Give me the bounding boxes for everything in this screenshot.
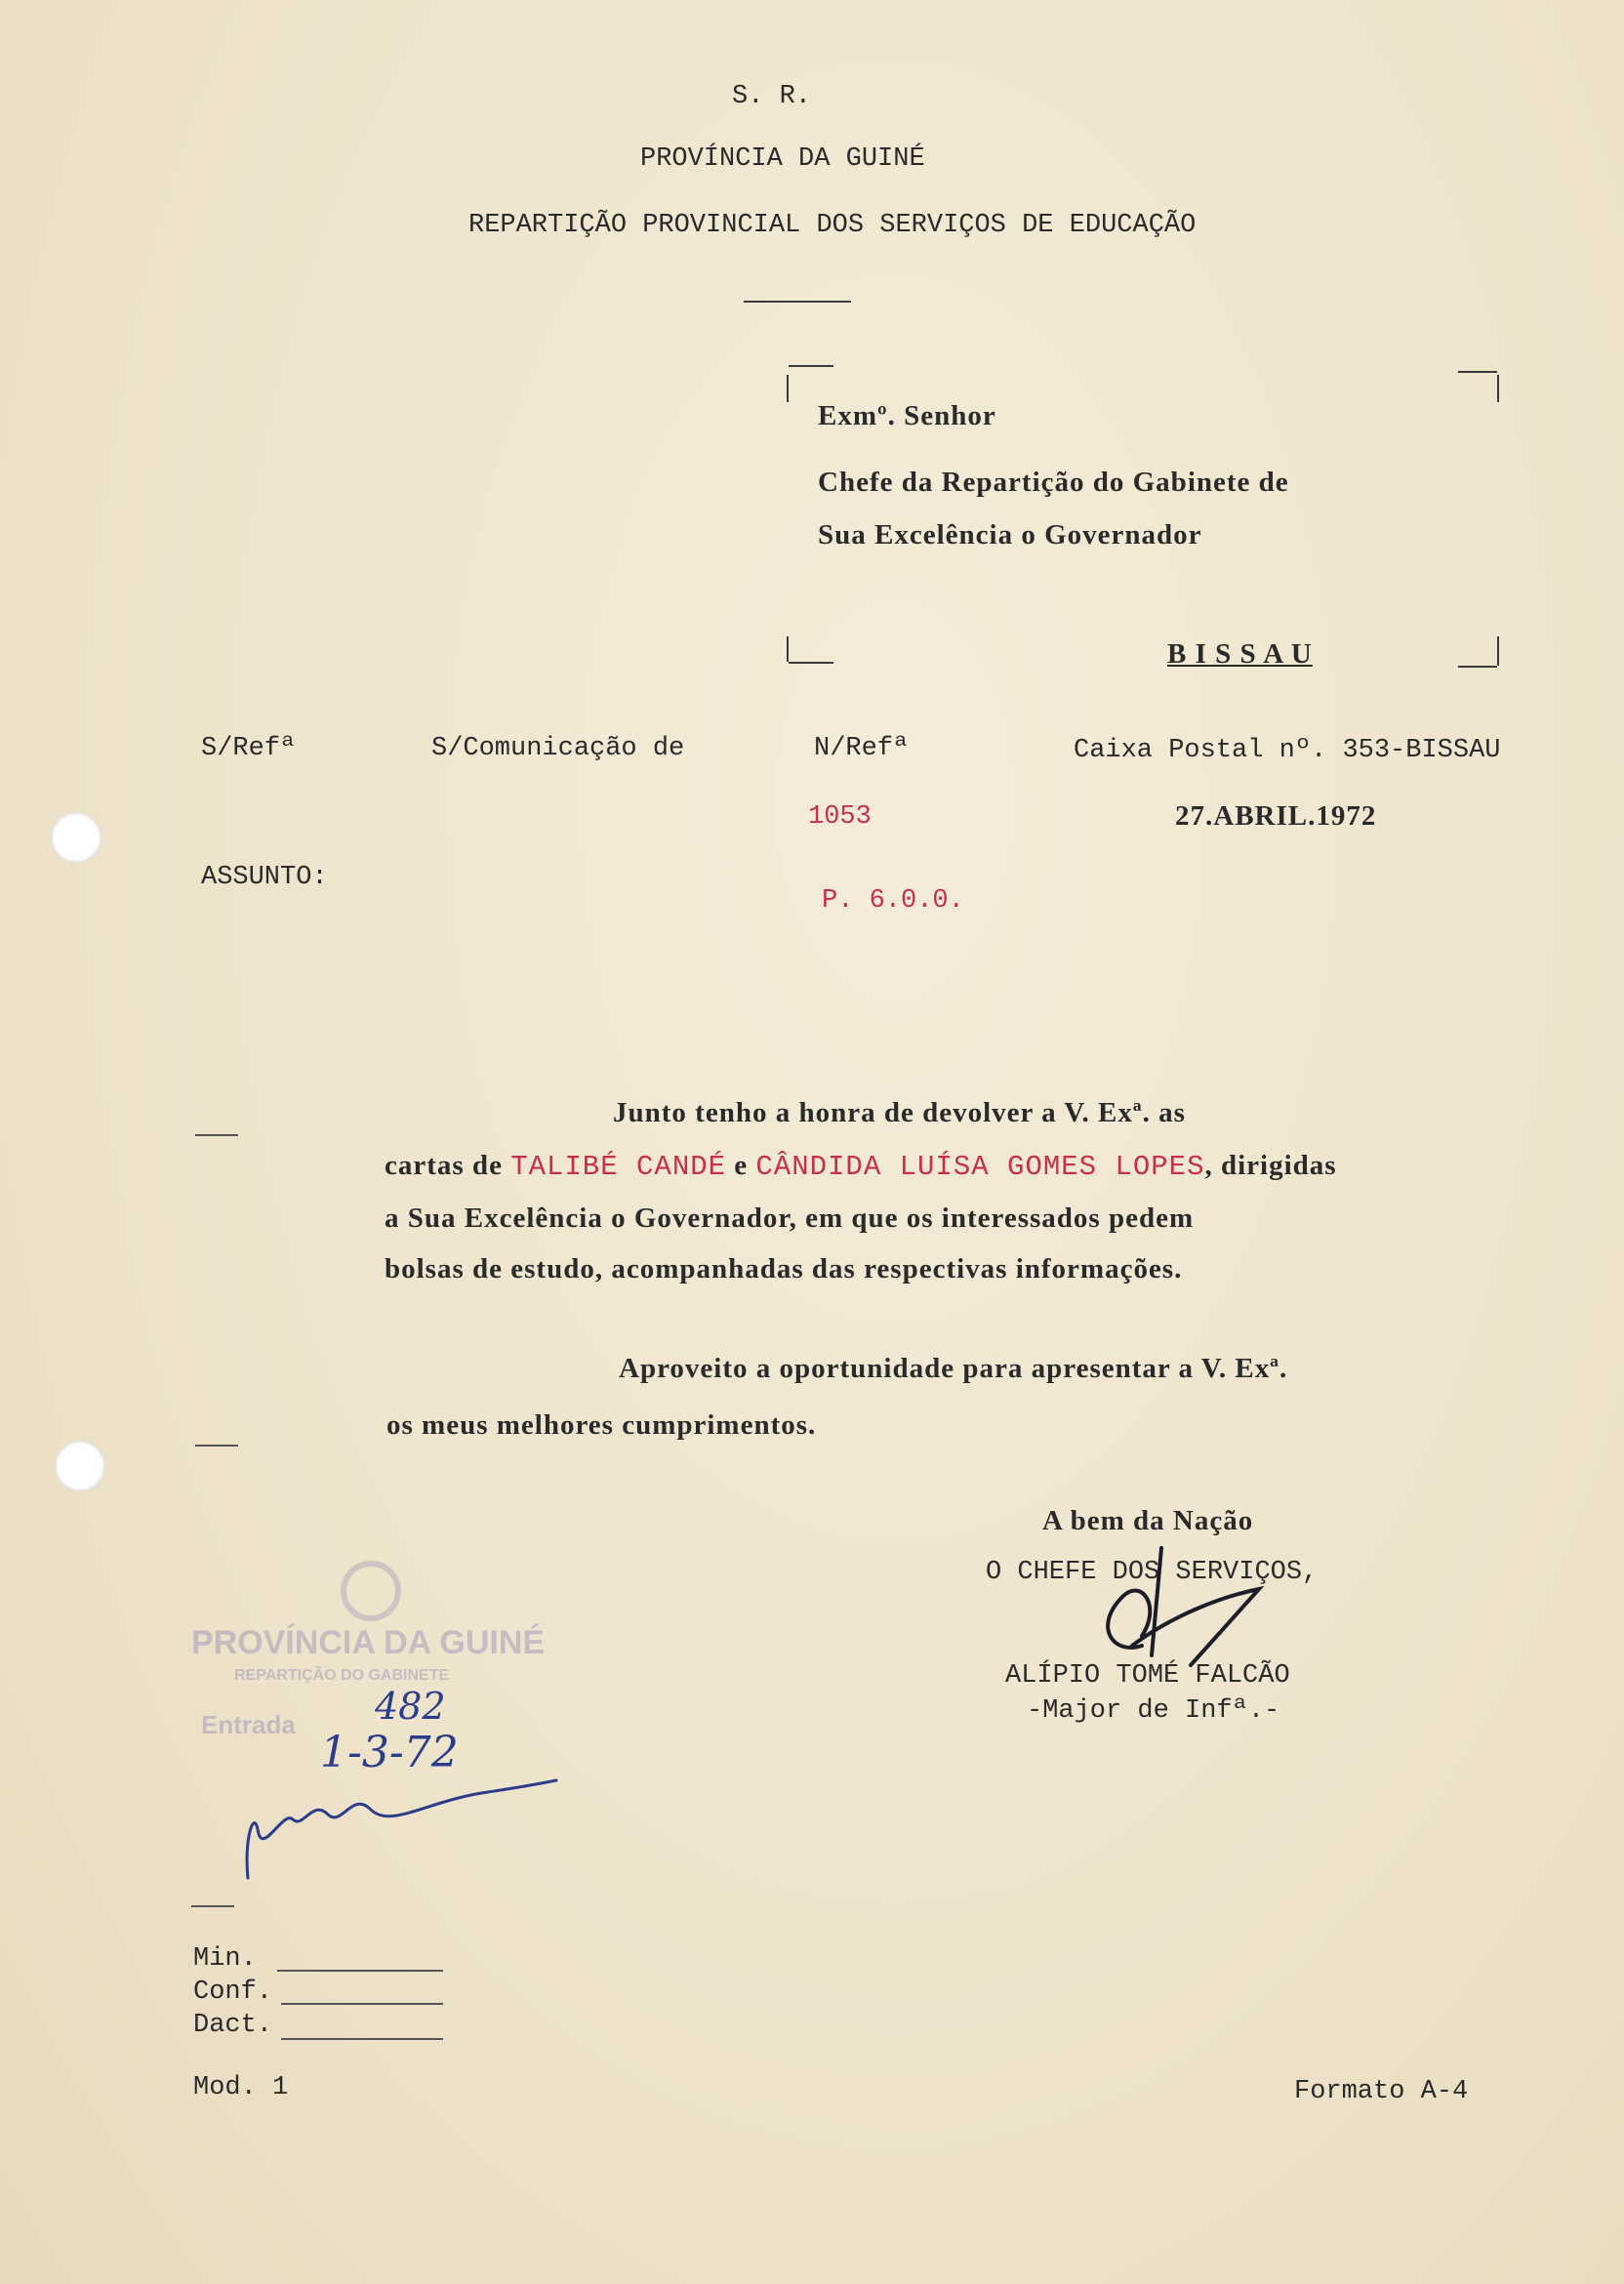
closing-line1: A bem da Nação	[1042, 1505, 1254, 1536]
header-sr: S. R.	[732, 82, 812, 111]
corner-mark-tl-h	[789, 365, 833, 367]
body-p1-line3: a Sua Excelência o Governador, em que os interessados pedem	[385, 1203, 1195, 1234]
postal-box: Caixa Postal nº. 353-BISSAU	[1074, 736, 1501, 765]
subject-label: ASSUNTO:	[201, 863, 328, 892]
stamp-line2: REPARTIÇÃO DO GABINETE	[234, 1667, 450, 1684]
subject-code: P. 6.0.0.	[822, 886, 964, 916]
stamp-line1: PROVÍNCIA DA GUINÉ	[191, 1624, 546, 1661]
addressee-line2: Sua Excelência o Governador	[818, 519, 1202, 551]
student-name-1: TALIBÉ CANDÉ	[510, 1151, 727, 1183]
body-p1-line4: bolsas de estudo, acompanhadas das respectivas informações.	[385, 1253, 1183, 1285]
addressee-salutation: Exmº. Senhor	[818, 400, 996, 431]
corner-mark-tr-h	[1458, 371, 1497, 373]
corner-mark-tr-v	[1497, 375, 1499, 402]
n-ref-label: N/Refª	[814, 734, 910, 763]
chief-signature	[1074, 1538, 1288, 1714]
footer-dact-line	[281, 2038, 443, 2040]
handwritten-number: 482	[375, 1685, 446, 1728]
margin-mark-3	[191, 1905, 234, 1907]
closing-line2: O CHEFE DOS SERVIÇOS,	[986, 1558, 1319, 1587]
letter-date: 27.ABRIL.1972	[1175, 800, 1377, 832]
body-p2-line1: Aproveito a oportunidade para apresentar a V. Exª.	[619, 1353, 1288, 1384]
corner-mark-bl-h	[789, 662, 833, 664]
body-p1-line2	[385, 1150, 1337, 1183]
addressee-city: B I S S A U	[1167, 638, 1313, 670]
stamp-emblem	[322, 1552, 420, 1630]
header-province: PROVÍNCIA DA GUINÉ	[640, 144, 925, 174]
corner-mark-bl-v	[787, 636, 789, 662]
body-p1-line2-c: , dirigidas	[1204, 1150, 1337, 1181]
footer-format: Formato A-4	[1294, 2077, 1469, 2106]
footer-min: Min.	[193, 1944, 257, 1974]
header-divider	[744, 301, 851, 303]
footer-conf: Conf.	[193, 1978, 273, 2007]
signatory-rank: -Major de Infª.-	[1027, 1696, 1280, 1726]
body-p1-line2-a: cartas de	[385, 1150, 511, 1181]
body-p1-line1: Junto tenho a honra de devolver a V. Exª. as	[613, 1097, 1186, 1128]
s-ref-label: S/Refª	[201, 734, 297, 763]
corner-mark-br-h	[1458, 666, 1497, 668]
footer-min-line	[277, 1970, 443, 1972]
student-name-2: CÂNDIDA LUÍSA GOMES LOPES	[755, 1151, 1205, 1183]
punch-hole-bottom	[55, 1441, 105, 1491]
footer-dact: Dact.	[193, 2011, 273, 2040]
punch-hole-top	[51, 812, 102, 863]
stamp-line3: Entrada	[201, 1710, 296, 1739]
addressee-line1: Chefe da Repartição do Gabinete de	[818, 467, 1289, 498]
signatory-name: ALÍPIO TOMÉ FALCÃO	[1005, 1661, 1290, 1691]
margin-mark-1	[195, 1134, 238, 1136]
corner-mark-tl-v	[787, 375, 789, 402]
s-com-label: S/Comunicação de	[431, 734, 685, 763]
handwritten-date: 1-3-72	[320, 1728, 459, 1777]
footer-model: Mod. 1	[193, 2073, 289, 2102]
header-department: REPARTIÇÃO PROVINCIAL DOS SERVIÇOS DE EDUCAÇÃO	[468, 211, 1197, 240]
margin-mark-2	[195, 1445, 238, 1447]
footer-conf-line	[281, 2003, 443, 2005]
n-ref-value: 1053	[808, 802, 872, 832]
handwritten-initials	[234, 1771, 566, 1888]
body-p1-line2-b: e	[726, 1150, 756, 1181]
corner-mark-br-v	[1497, 636, 1499, 666]
body-p2-line2: os meus melhores cumprimentos.	[386, 1409, 817, 1441]
